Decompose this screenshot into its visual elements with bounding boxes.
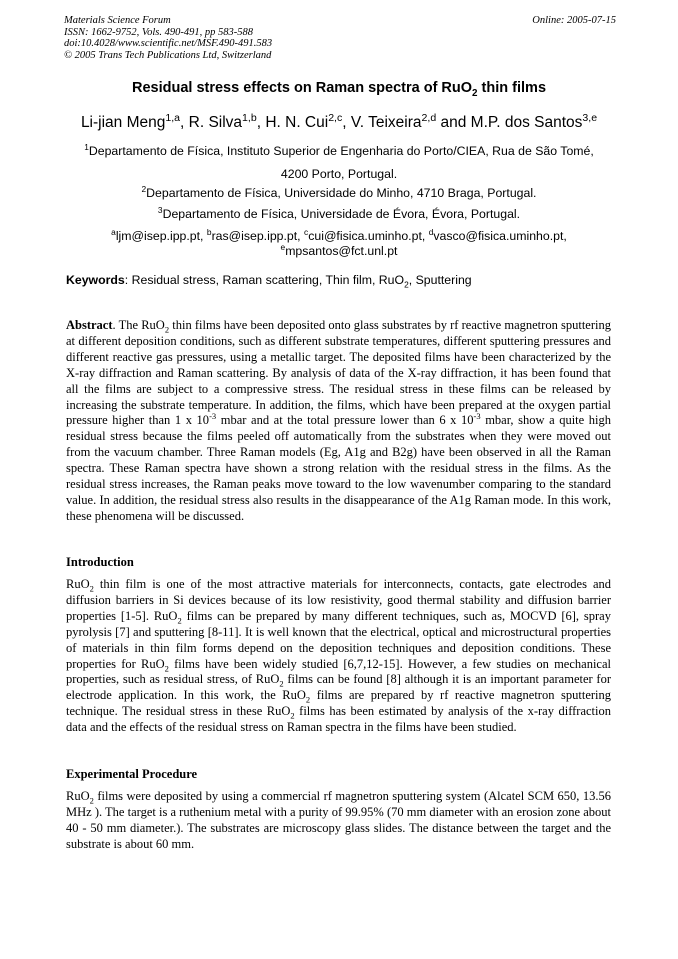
journal-header — [64, 15, 616, 61]
author-emails-line2 — [0, 241, 678, 258]
author-separator: , — [180, 114, 189, 131]
author-name: M.P. dos Santos — [470, 114, 583, 131]
email-mark: b — [206, 226, 212, 237]
email-address: ras@isep.ipp.pt, — [211, 229, 305, 243]
keywords-label: Keywords — [66, 273, 125, 287]
keywords-text: : Residual stress, Raman scattering, Thin film, RuO — [124, 273, 405, 287]
title-end: thin films — [477, 80, 547, 96]
author-name: Li-jian Meng — [80, 114, 166, 131]
keywords-subscript: 2 — [404, 279, 409, 290]
email-mark: c — [304, 226, 309, 237]
introduction-paragraph — [66, 577, 611, 736]
affiliation-mark: 2 — [141, 183, 147, 194]
email-address: vasco@fisica.uminho.pt, — [433, 229, 567, 243]
subscript: 2 — [89, 795, 94, 806]
author-list — [0, 111, 678, 132]
body-text: films were deposited by using a commercial rf magnetron sputtering system (Alcatel SCM 650, 13.56 MHz ). The target is a ruthenium metal with a purity of 99.95% (70 mm diameter with an erosion zone about 40 - 50 mm diameter.). The substrates are microscopy glass slides. The distance between the target and the substrate is about 60 mm. — [66, 789, 611, 851]
author-affiliation-mark: 2,c — [328, 111, 343, 124]
email-address: ljm@isep.ipp.pt, — [115, 229, 207, 243]
affiliation-2 — [0, 183, 678, 200]
affiliation-text: Departamento de Física, Universidade do Minho, 4710 Braga, Portugal. — [146, 186, 537, 200]
affiliation-1-city: 4200 Porto, Portugal. — [280, 167, 398, 181]
issn-line: ISSN: 1662-9752, Vols. 490-491, pp 583-588 — [64, 26, 253, 38]
abstract-text: . The RuO — [112, 318, 165, 332]
body-text: RuO — [66, 577, 90, 591]
email-mark: e — [280, 241, 286, 252]
author-name: H. N. Cui — [265, 114, 329, 131]
subscript: 2 — [164, 324, 170, 335]
abstract-text: mbar, show a quite high residual stress because the films peeled off automatically from the substrates when they were moved out from the vacuum chamber. Three Raman models (Eg, A1g and B2g) have been observed in all the Raman spectra. These Raman spectra have shown a strong relation with the residual stress in the films. As the residual stress increases, the Raman peaks move toward to the low wavenumber comparing to the standard value. In addition, the residual stress also results in the disappearance of the A1g Raman mode. In this work, these phenomena will be discussed. — [66, 413, 612, 523]
affiliation-mark: 3 — [157, 204, 163, 215]
author-separator: and — [436, 114, 471, 131]
author-affiliation-mark: 1,a — [165, 111, 181, 124]
subscript: 2 — [89, 583, 94, 594]
body-text: films can be prepared by many different techniques, such as, MOCVD [6], spray pyrolysis [7] and sputtering [8-11]. It is well known that the electrical, optical and microstructural properties of materials in thin film forms depend on the deposition techniques and deposition conditions. These properties for RuO — [66, 608, 611, 671]
paper-title — [0, 80, 678, 99]
author-affiliation-mark: 3,e — [582, 111, 598, 124]
doi-line: doi:10.4028/www.scientific.net/MSF.490-491.583 — [64, 38, 273, 49]
affiliation-text: Departamento de Física, Instituto Superior de Engenharia do Porto/CIEA, Rua de São Tomé, — [88, 144, 594, 158]
author-emails — [0, 226, 678, 243]
subscript: 2 — [164, 663, 169, 674]
abstract-label: Abstract — [66, 318, 113, 332]
body-text: thin film is one of the most attractive materials for interconnects, contacts, gate electrodes and diffusion barriers in Si devices because of its low resistivity, good thermal stability and diffusion barrier properties [1-5]. RuO — [66, 577, 611, 623]
email-mark: d — [428, 226, 434, 237]
affiliation-mark: 1 — [84, 141, 89, 152]
email-address: cui@fisica.uminho.pt, — [308, 229, 429, 243]
author-name: V. Teixeira — [350, 114, 422, 131]
abstract-paragraph — [66, 318, 611, 525]
author-affiliation-mark: 2,d — [421, 111, 437, 124]
body-text: films has been estimated by analysis of the x-ray diffraction data and the effects of the residual stress on Raman spectra in the films have been studied. — [66, 704, 611, 735]
subscript: 2 — [279, 678, 284, 689]
subscript: 2 — [177, 615, 182, 626]
affiliation-text: Departamento de Física, Universidade de Évora, Évora, Portugal. — [162, 207, 521, 221]
experimental-heading: Experimental Procedure — [66, 767, 198, 781]
abstract-text: thin films have been deposited onto glass substrates by rf reactive magnetron sputtering at different deposition conditions, such as different substrate temperatures, different sputtering pressures and different reactive gas pressures, using a metallic target. The deposited films have been characterized by the X-ray diffraction and Raman scattering. By analysis of data of the X-ray diffraction, it has been found that all the films are subject to a compressive stress. The residual stress in these films can be released by increasing the substrate temperature. In addition, the films, which have been prepared at the oxygen partial pressure higher than 1 x 10 — [66, 318, 611, 428]
subscript: 2 — [305, 694, 311, 705]
author-separator: , — [342, 114, 351, 131]
title-text: Residual stress effects on Raman spectra of RuO — [131, 80, 473, 96]
exponent: -3 — [209, 411, 217, 422]
introduction-heading: Introduction — [66, 555, 134, 569]
subscript: 2 — [290, 710, 295, 721]
abstract-text: mbar and at the total pressure lower than 6 x 10 — [216, 413, 474, 428]
author-name: R. Silva — [188, 114, 243, 131]
journal-name: Materials Science Forum — [64, 15, 171, 26]
experimental-paragraph — [66, 789, 611, 853]
author-affiliation-mark: 1,b — [242, 111, 257, 124]
body-text: films can be found [8] although it is an important parameter for electrode application. In this work, the RuO — [66, 672, 611, 703]
author-separator: , — [256, 114, 266, 131]
keywords-text-end: , Sputtering — [408, 273, 472, 287]
copyright-line: © 2005 Trans Tech Publications Ltd, Switzerland — [64, 49, 272, 61]
affiliation-3 — [0, 204, 678, 221]
email-mark: a — [111, 226, 116, 237]
body-text: films have been widely studied [6,7,12-15]. However, a few studies on mechanical properties, such as residual stress, of RuO — [66, 656, 611, 687]
affiliation-1 — [0, 141, 678, 158]
body-text: films are prepared by rf reactive magnetron sputtering technique. The residual stress in these RuO — [66, 688, 612, 719]
email-address: mpsantos@fct.unl.pt — [285, 244, 398, 258]
exponent: -3 — [473, 411, 481, 422]
online-date: Online: 2005-07-15 — [532, 15, 616, 26]
title-subscript: 2 — [472, 87, 478, 99]
body-text: RuO — [66, 789, 90, 803]
keywords-line — [66, 273, 626, 290]
